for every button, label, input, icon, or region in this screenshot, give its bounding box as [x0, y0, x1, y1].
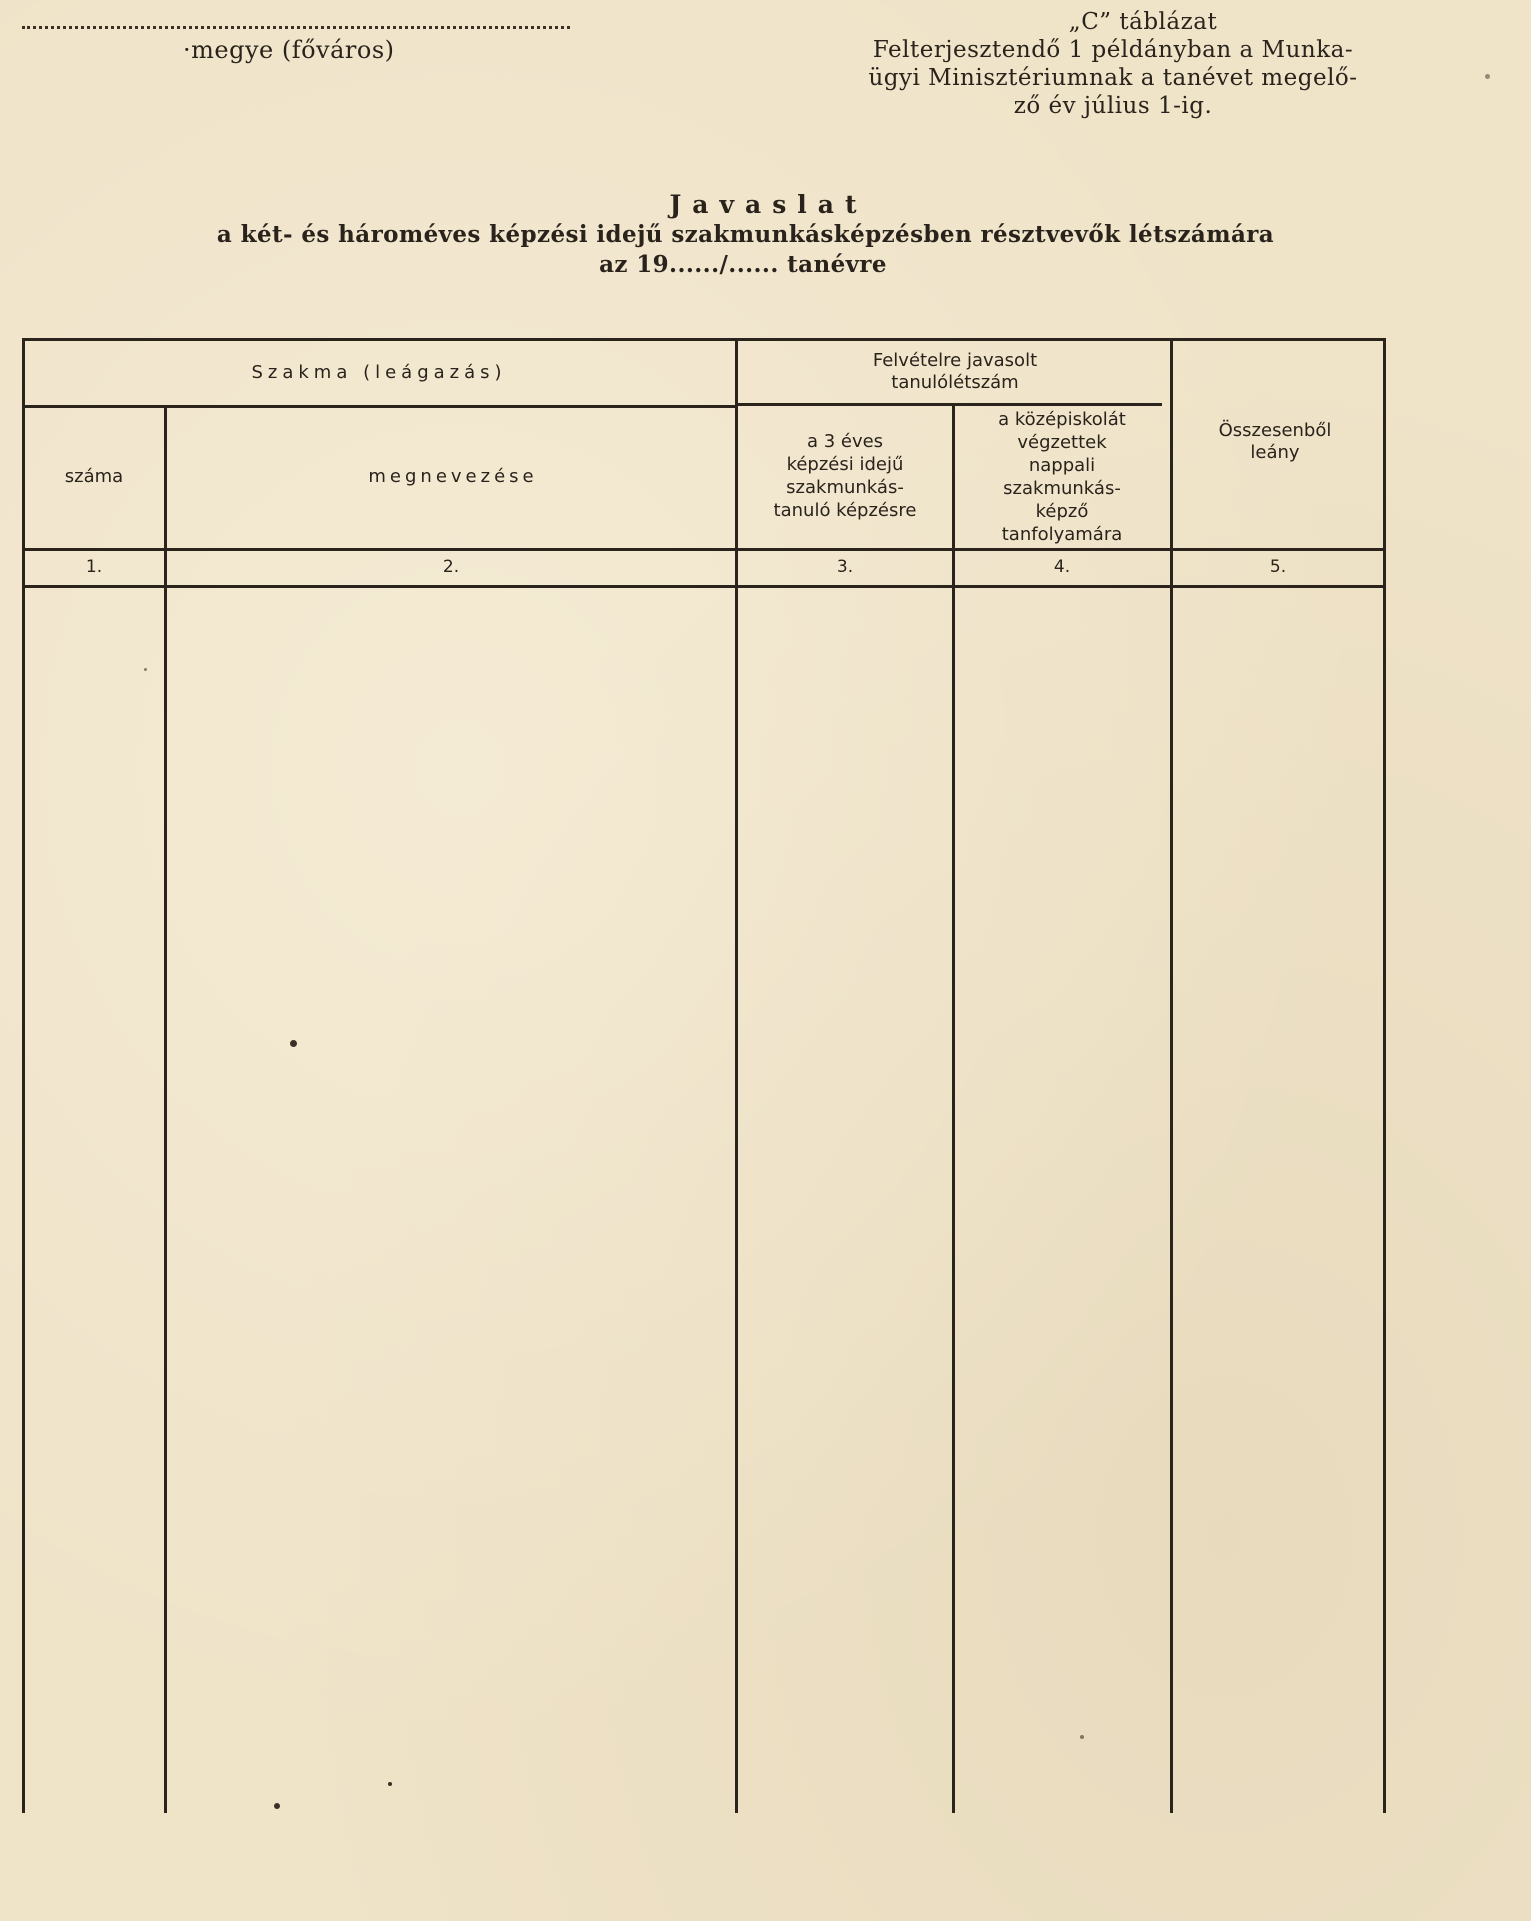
school-year-line: az 19....../...... tanévre — [599, 251, 887, 278]
three-year-line-1: a 3 éves — [806, 431, 884, 452]
secondary-line-5: képző — [1035, 501, 1089, 522]
three-year-line-4: tanuló képzésre — [773, 500, 917, 521]
osszesenbol-leany-header — [1172, 420, 1378, 464]
secondary-line-3: nappali — [1028, 455, 1096, 476]
instruction-line-2: ügyi Minisztériumnak a tanévet megelő- — [868, 65, 1358, 91]
paper-speck — [274, 1803, 280, 1809]
secondary-entry-area[interactable] — [955, 588, 1170, 1813]
secondary-line-4: szakmunkás- — [1003, 478, 1121, 499]
paper-speck — [1485, 74, 1490, 79]
osszes-header-line-2: leány — [1250, 442, 1300, 463]
szakma-group-header: Szakma (leágazás) — [251, 362, 507, 383]
instruction-line-1: Felterjesztendő 1 példányban a Munka- — [872, 37, 1354, 63]
felvetel-group-divider — [738, 403, 1162, 406]
felvetel-header-line-2: tanulólétszám — [891, 372, 1019, 393]
szakma-group-divider — [22, 405, 735, 408]
column-number-3: 3. — [836, 557, 854, 577]
three-year-line-3: szakmunkás- — [786, 477, 904, 498]
instruction-line-3: ző év július 1-ig. — [1013, 93, 1213, 119]
header-bottom-border — [22, 548, 1384, 551]
megnevezese-header: megnevezése — [368, 466, 538, 487]
secondary-line-6: tanfolyamára — [1001, 524, 1123, 545]
column-number-4: 4. — [1053, 557, 1071, 577]
secondary-graduates-header — [956, 408, 1168, 546]
secondary-line-2: végzettek — [1017, 432, 1107, 453]
table-top-border — [22, 338, 1386, 341]
three-year-entry-area[interactable] — [738, 588, 952, 1813]
leany-entry-area[interactable] — [1173, 588, 1383, 1813]
table-right-border — [1383, 338, 1386, 1813]
megnevezese-entry-area[interactable] — [167, 588, 735, 1813]
column-number-5: 5. — [1269, 557, 1287, 577]
paper-speck — [1080, 1735, 1084, 1739]
szama-header: száma — [64, 466, 124, 487]
paper-speck — [290, 1040, 297, 1047]
felvetel-group-header — [740, 350, 1170, 394]
osszes-header-line-1: Összesenből — [1218, 420, 1332, 441]
paper-speck — [144, 668, 147, 671]
form-header-right — [838, 8, 1388, 120]
paper-speck — [388, 1782, 392, 1786]
county-fill-line — [22, 26, 570, 29]
szama-entry-area[interactable] — [25, 588, 164, 1813]
secondary-line-1: a középiskolát — [998, 409, 1126, 430]
county-label: ·megye (főváros) — [183, 36, 395, 64]
form-title: Javaslat — [669, 190, 868, 219]
three-year-line-2: képzési idejű — [786, 454, 904, 475]
table-label: „C” táblázat — [1068, 9, 1218, 35]
column-number-1: 1. — [85, 557, 103, 577]
column-number-2: 2. — [442, 557, 460, 577]
form-subtitle: a két- és hároméves képzési idejű szakmunkásképzésben résztvevők létszámára — [216, 221, 1275, 248]
form-title-block — [0, 190, 1531, 280]
three-year-training-header — [738, 430, 952, 522]
felvetel-header-line-1: Felvételre javasolt — [872, 350, 1038, 371]
